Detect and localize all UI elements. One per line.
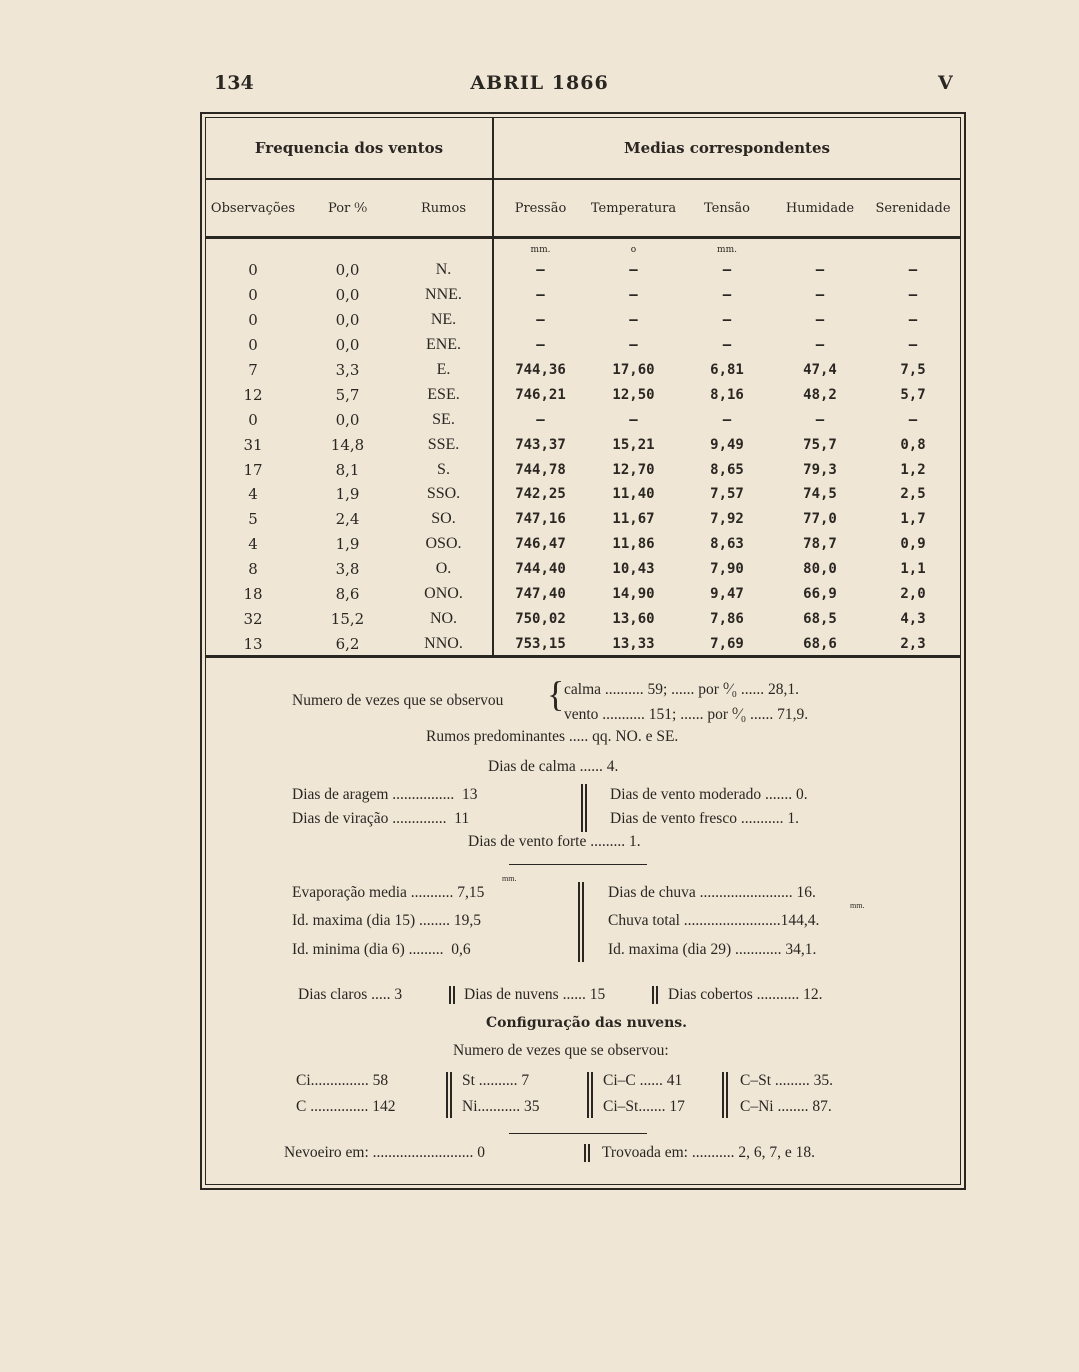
nevoeiro: Nevoeiro em: .......................... 0 <box>284 1144 486 1161</box>
table-cell: 7,86 <box>710 610 744 627</box>
table-cell: ESE. <box>395 382 493 407</box>
column-header: Observações <box>206 179 300 238</box>
table-cell: — <box>815 312 825 329</box>
table-cell: 0,0 <box>335 261 360 280</box>
table-cell: 7,69 <box>710 635 744 652</box>
evaporacao-maxima: Id. maxima (dia 15) ........ 19,5 <box>292 912 481 929</box>
column-header: Por ⁰⁄₀ <box>300 179 395 238</box>
table-cell: 15,2 <box>330 609 365 628</box>
cloud-ci-st: Ci–St....... 17 <box>603 1098 685 1115</box>
table-cell: N. <box>395 258 493 283</box>
table-cell: NO. <box>395 606 493 631</box>
table-cell: 0 <box>248 311 258 330</box>
table-cell: 48,2 <box>803 386 837 403</box>
table-cell: 6,81 <box>710 362 744 378</box>
trovoada: Trovoada em: ........... 2, 6, 7, e 18. <box>602 1144 815 1161</box>
table-row <box>206 507 960 532</box>
table-cell: 4 <box>248 485 258 504</box>
table-cell: 17,60 <box>612 362 655 378</box>
table-cell: 744,40 <box>515 561 566 578</box>
cloud-ni: Ni........... 35 <box>462 1098 540 1115</box>
table-row <box>206 482 960 507</box>
table-cell: — <box>722 312 732 329</box>
table-cell: 68,5 <box>803 610 837 627</box>
table-cell: — <box>908 262 918 279</box>
table-cell: — <box>908 312 918 329</box>
evaporacao-media: Evaporação media ........... 7,15 <box>292 884 485 901</box>
chuva-total: Chuva total .........................144,4. <box>608 912 820 929</box>
table-cell: 4,3 <box>900 610 926 627</box>
table-cell: 2,5 <box>900 486 926 503</box>
table-cell: — <box>722 337 732 354</box>
cloud-ci: Ci............... 58 <box>296 1072 389 1089</box>
table-cell: 74,5 <box>803 486 837 503</box>
evaporacao-minima: Id. minima (dia 6) ......... 0,6 <box>292 941 471 958</box>
table-row <box>206 382 960 407</box>
table-cell: 5,7 <box>335 385 360 404</box>
chuva-maxima: Id. maxima (dia 29) ............ 34,1. <box>608 941 817 958</box>
brace: { <box>547 674 565 714</box>
dias-claros: Dias claros ..... 3 <box>298 986 403 1003</box>
volume-label: V <box>938 72 953 94</box>
table-cell: — <box>536 287 545 304</box>
table-cell: 0,0 <box>335 410 360 429</box>
table-cell: 9,49 <box>710 436 744 453</box>
unit-cell: mm. <box>530 245 551 255</box>
rumos-predominantes: Rumos predominantes ..... qq. NO. e SE. <box>426 728 679 745</box>
table-cell: 5 <box>248 510 258 529</box>
table-cell: SE. <box>395 407 493 432</box>
table-cell: — <box>815 411 825 428</box>
vento-line: vento ........... 151; ...... por ⁰⁄₀ ...... 71,9. <box>564 706 809 723</box>
table-cell: NNE. <box>395 283 493 308</box>
column-divider <box>446 1072 452 1118</box>
table-row <box>206 631 960 656</box>
table-cell: 3,3 <box>335 361 360 379</box>
table-cell: 31 <box>243 435 263 454</box>
column-divider <box>722 1072 728 1118</box>
table-cell: 0 <box>248 261 258 280</box>
table-row <box>206 283 960 308</box>
table-cell: 10,43 <box>612 561 655 578</box>
column-header: Rumos <box>395 179 493 238</box>
table-cell: 75,7 <box>803 436 837 453</box>
column-divider <box>587 1072 593 1118</box>
unit-cell <box>395 238 493 259</box>
table-cell: NNO. <box>395 631 493 656</box>
table-cell: 11,86 <box>612 536 655 553</box>
column-header: Temperatura <box>587 179 680 238</box>
table-cell: — <box>629 411 638 428</box>
page-title: ABRIL 1866 <box>470 72 609 94</box>
cloud-c: C ............... 142 <box>296 1098 396 1115</box>
table-cell: ONO. <box>395 582 493 607</box>
mm-unit-label: mm. <box>502 874 517 883</box>
table-cell: 11,67 <box>612 511 655 528</box>
table-cell: — <box>815 262 825 279</box>
table-cell: 742,25 <box>515 486 566 503</box>
table-cell: 8,63 <box>710 536 744 553</box>
table-cell: 78,7 <box>803 536 837 553</box>
table-row <box>206 308 960 333</box>
table-cell: 8 <box>248 560 258 579</box>
table-cell: — <box>629 312 638 329</box>
table-cell: 744,36 <box>515 362 566 378</box>
table-cell: 1,9 <box>335 535 360 554</box>
table-cell: 13 <box>243 634 263 653</box>
table-cell: — <box>536 337 545 354</box>
table-cell: 4 <box>248 535 258 554</box>
table-cell: — <box>722 411 732 428</box>
table-cell: 0,0 <box>335 311 360 330</box>
table-cell: 753,15 <box>515 635 566 652</box>
table-cell: 2,0 <box>900 586 926 603</box>
configuracao-subtitle: Numero de vezes que se observou: <box>453 1042 669 1059</box>
table-cell: — <box>908 337 918 354</box>
table-cell: 11,40 <box>612 486 655 503</box>
table-cell: 1,7 <box>900 511 926 528</box>
table-cell: 744,78 <box>515 461 566 478</box>
table-cell: — <box>629 287 638 304</box>
column-divider <box>578 882 584 962</box>
table-cell: 7,57 <box>710 486 744 503</box>
table-cell: — <box>815 287 825 304</box>
table-cell: 2,4 <box>335 510 360 529</box>
table-cell: — <box>722 287 732 304</box>
table-cell: 7,5 <box>900 362 926 378</box>
table-cell: 8,1 <box>335 460 360 479</box>
table-cell: — <box>629 262 638 279</box>
dias-vento-forte: Dias de vento forte ......... 1. <box>468 833 641 850</box>
wind-table-container <box>206 118 960 656</box>
table-cell: 79,3 <box>803 461 837 478</box>
table-cell: 66,9 <box>803 586 837 603</box>
table-row <box>206 532 960 557</box>
page-number: 134 <box>214 72 254 94</box>
table-cell: O. <box>395 557 493 582</box>
column-divider <box>449 986 455 1004</box>
column-header: Humidade <box>774 179 866 238</box>
unit-cell <box>206 238 300 259</box>
table-cell: — <box>536 411 545 428</box>
unit-cell: o <box>630 245 637 255</box>
table-cell: — <box>536 312 545 329</box>
table-cell: 68,6 <box>803 635 837 652</box>
table-cell: SSO. <box>395 482 493 507</box>
table-cell: 747,40 <box>515 586 566 603</box>
column-header: Pressão <box>493 179 587 238</box>
table-cell: 0 <box>248 410 258 429</box>
table-cell: 7 <box>248 361 258 379</box>
table-row <box>206 358 960 383</box>
table-cell: 9,47 <box>710 586 744 603</box>
table-row <box>206 258 960 283</box>
column-divider <box>584 1144 590 1162</box>
group-header-medias: Medias correspondentes <box>493 118 960 179</box>
group-header-frequencia: Frequencia dos ventos <box>206 118 493 179</box>
table-cell: 0,0 <box>335 336 360 355</box>
mm-unit-label: mm. <box>850 901 865 910</box>
table-cell: E. <box>395 358 493 383</box>
table-cell: 2,3 <box>900 635 926 652</box>
table-cell: 0,8 <box>900 436 926 453</box>
table-cell: — <box>908 411 918 428</box>
wind-table-body <box>206 258 960 656</box>
table-cell: 7,92 <box>710 511 744 528</box>
separator-rule <box>509 864 647 865</box>
table-cell: 0,9 <box>900 536 926 553</box>
table-row <box>206 333 960 358</box>
table-cell: 8,6 <box>335 585 360 604</box>
table-cell: 1,2 <box>900 461 926 478</box>
table-cell: 12,50 <box>612 386 655 403</box>
dias-nuvens: Dias de nuvens ...... 15 <box>464 986 606 1003</box>
table-cell: 746,21 <box>515 386 566 403</box>
table-cell: 743,37 <box>515 436 566 453</box>
column-divider <box>581 784 587 832</box>
dias-chuva: Dias de chuva ........................ 16. <box>608 884 816 901</box>
table-row <box>206 582 960 607</box>
table-cell: 0 <box>248 286 258 305</box>
separator-rule <box>509 1133 647 1134</box>
table-cell: ENE. <box>395 333 493 358</box>
dias-vento-fresco: Dias de vento fresco ........... 1. <box>610 810 799 827</box>
cloud-st: St .......... 7 <box>462 1072 530 1089</box>
dias-aragem: Dias de aragem ................ 13 <box>292 786 478 803</box>
table-cell: 12 <box>243 385 263 404</box>
column-header: Serenidade <box>866 179 960 238</box>
dias-cobertos: Dias cobertos ........... 12. <box>668 986 823 1003</box>
configuracao-title: Configuração das nuvens. <box>486 1015 688 1031</box>
wind-frequency-table <box>206 118 960 656</box>
column-header-row <box>206 179 960 238</box>
table-cell: NE. <box>395 308 493 333</box>
table-cell: 8,16 <box>710 386 744 403</box>
table-row <box>206 432 960 457</box>
table-cell: 14,8 <box>330 435 365 454</box>
table-cell: 77,0 <box>803 511 837 528</box>
table-row <box>206 557 960 582</box>
table-cell: — <box>908 287 918 304</box>
column-divider <box>652 986 658 1004</box>
dias-calma: Dias de calma ...... 4. <box>488 758 619 775</box>
table-cell: 1,1 <box>900 561 926 578</box>
column-header: Tensão <box>680 179 774 238</box>
table-cell: 750,02 <box>515 610 566 627</box>
unit-cell <box>774 238 866 259</box>
table-cell: 47,4 <box>803 362 837 378</box>
table-cell: — <box>536 262 545 279</box>
table-cell: 6,2 <box>335 634 360 653</box>
cloud-c-ni: C–Ni ........ 87. <box>740 1098 832 1115</box>
table-cell: 14,90 <box>612 586 655 603</box>
cloud-ci-c: Ci–C ...... 41 <box>603 1072 683 1089</box>
table-cell: 18 <box>243 585 263 604</box>
table-cell: 747,16 <box>515 511 566 528</box>
table-cell: 13,60 <box>612 610 655 627</box>
page-header <box>0 72 1079 100</box>
table-cell: — <box>815 337 825 354</box>
calma-line: calma .......... 59; ...... por ⁰⁄₀ ...... 28,1. <box>564 681 800 698</box>
table-row <box>206 457 960 482</box>
table-cell: 8,65 <box>710 461 744 478</box>
table-cell: — <box>629 337 638 354</box>
table-cell: S. <box>395 457 493 482</box>
table-cell: 12,70 <box>612 461 655 478</box>
dias-viracao: Dias de viração .............. 11 <box>292 810 470 827</box>
table-cell: SO. <box>395 507 493 532</box>
table-row <box>206 407 960 432</box>
units-row <box>206 238 960 259</box>
table-cell: 0 <box>248 336 258 355</box>
table-cell: OSO. <box>395 532 493 557</box>
table-cell: 13,33 <box>612 635 655 652</box>
unit-cell: mm. <box>717 245 737 255</box>
table-cell: 0,0 <box>335 286 360 305</box>
table-cell: 746,47 <box>515 536 566 553</box>
table-cell: 17 <box>243 460 263 479</box>
table-bottom-rule <box>206 655 960 661</box>
table-cell: 80,0 <box>803 561 837 578</box>
observed-label: Numero de vezes que se observou <box>292 692 504 709</box>
table-cell: 7,90 <box>710 561 744 578</box>
unit-cell <box>300 238 395 259</box>
table-cell: 3,8 <box>335 560 360 579</box>
table-cell: — <box>722 262 732 279</box>
table-cell: 15,21 <box>612 436 655 453</box>
unit-cell <box>866 238 960 259</box>
table-cell: 32 <box>243 609 263 628</box>
table-cell: 5,7 <box>900 386 926 403</box>
table-cell: 1,9 <box>335 485 360 504</box>
table-cell: SSE. <box>395 432 493 457</box>
cloud-c-st: C–St ......... 35. <box>740 1072 834 1089</box>
table-row <box>206 606 960 631</box>
dias-vento-moderado: Dias de vento moderado ....... 0. <box>610 786 808 803</box>
